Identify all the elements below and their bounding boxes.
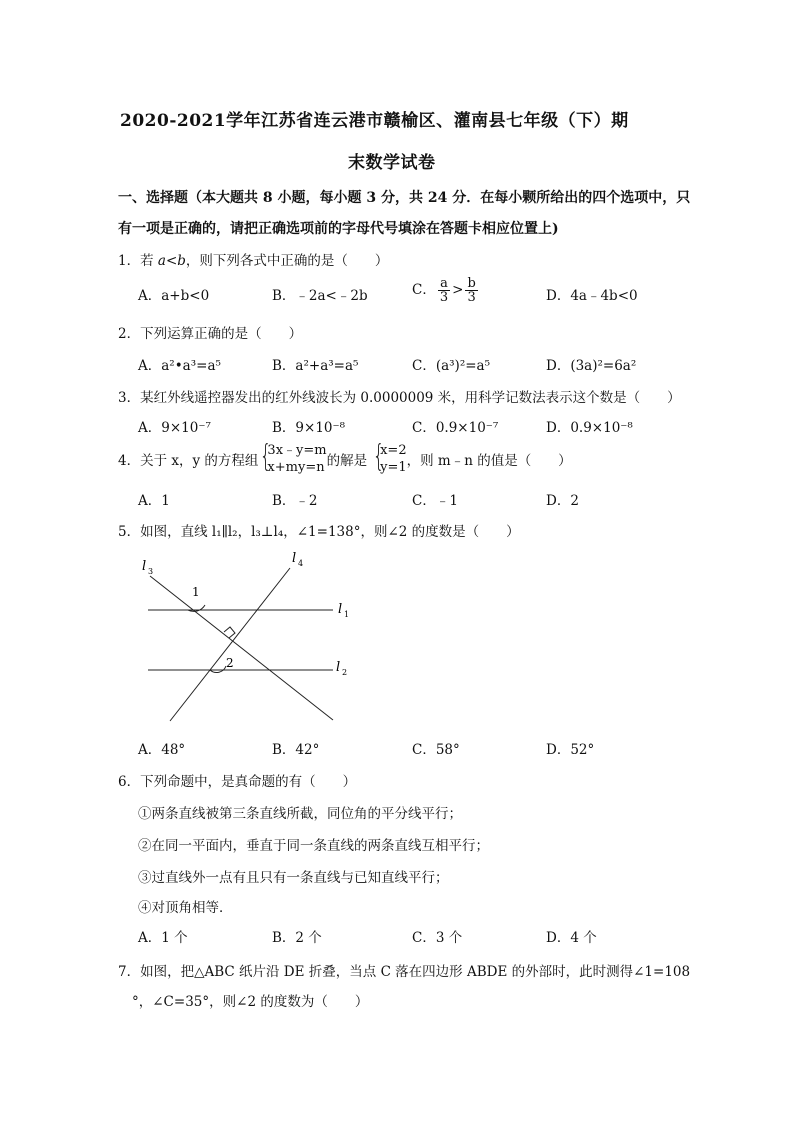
q4-option-d: D．2 [546, 493, 579, 509]
q6-option-b: B．2 个 [272, 930, 322, 946]
q5-option-a: A．48° [138, 742, 186, 758]
sys2-eq1: x=2 [380, 443, 407, 458]
line-l4 [170, 568, 290, 721]
q1-option-d: D．4a﹣4b<0 [546, 288, 638, 304]
sys2-eq2: y=1 [380, 460, 407, 475]
q4-text-post: ，则 m﹣n 的值是（ ） [406, 453, 572, 469]
label-l2-sub: 2 [342, 668, 348, 677]
q1-text-b: ，则下列各式中正确的是（ ） [185, 253, 389, 269]
q2-option-c: C．(a³)²=a⁵ [412, 358, 491, 374]
frac2-den: 3 [467, 290, 476, 305]
q4-text-mid: 的解是 [326, 453, 368, 469]
q1-text-a: 1．若 [118, 253, 158, 269]
q3-option-c: C．0.9×10⁻⁷ [412, 420, 499, 436]
q2-option-a: A．a²•a³=a⁵ [138, 358, 221, 374]
question-1-stem [118, 249, 388, 269]
q6-statement-4: ④对顶角相等． [138, 900, 233, 916]
label-angle-1: 1 [192, 585, 200, 599]
label-l3-sub: 3 [148, 567, 154, 576]
section-1-line-1: 一、选择题（本大题共 8 小题，每小题 3 分，共 24 分．在每小颗所给出的四个选项中，只 [118, 190, 691, 206]
fraction-b-over-3 [465, 277, 477, 304]
q1-option-c [412, 277, 480, 304]
q1-option-a: A．a+b<0 [138, 288, 210, 304]
label-l1: l [338, 602, 343, 617]
q1-option-b: B．﹣2a<﹣2b [272, 288, 368, 304]
label-l4: l [292, 551, 297, 566]
q1-less-than: < [165, 253, 178, 269]
q6-statement-3: ③过直线外一点有且只有一条直线与已知直线平行； [138, 870, 449, 886]
question-6-stem: 6．下列命题中，是真命题的有（ ） [118, 774, 357, 790]
equation-system-2 [371, 439, 407, 476]
q3-option-d: D．0.9×10⁻⁸ [546, 420, 633, 436]
q1-var-a: a [157, 253, 166, 269]
fraction-a-over-3 [438, 277, 450, 304]
q4-option-b: B．﹣2 [272, 493, 318, 509]
question-4-stem [118, 439, 572, 476]
left-brace-icon: { [260, 439, 272, 474]
label-l2: l [336, 660, 341, 675]
q6-option-d: D．4 个 [546, 930, 597, 946]
q6-statement-2: ②在同一平面内，垂直于同一条直线的两条直线互相平行； [138, 838, 489, 854]
q5-option-c: C．58° [412, 742, 460, 758]
q5-option-b: B．42° [272, 742, 320, 758]
q3-option-a: A．9×10⁻⁷ [138, 420, 211, 436]
q4-option-c: C．﹣1 [412, 493, 458, 509]
q1-var-b: b [177, 253, 186, 269]
q6-statement-1: ①两条直线被第三条直线所截，同位角的平分线平行； [138, 806, 462, 822]
title-line-1: 2020-2021学年江苏省连云港市赣榆区、灌南县七年级（下）期 [120, 111, 629, 131]
greater-than: > [452, 282, 464, 298]
question-7-line-2: °，∠C=35°，则∠2 的度数为（ ） [132, 994, 369, 1010]
frac1-den: 3 [439, 290, 449, 305]
q6-option-c: C．3 个 [412, 930, 463, 946]
q5-figure [130, 548, 360, 728]
label-angle-2: 2 [226, 656, 234, 670]
label-l1-sub: 1 [344, 610, 350, 619]
q6-option-a: A．1 个 [138, 930, 188, 946]
q2-option-b: B．a²+a³=a⁵ [272, 358, 359, 374]
q3-option-b: B．9×10⁻⁸ [272, 420, 346, 436]
q5-option-d: D．52° [546, 742, 595, 758]
frac1-num: a [438, 277, 450, 291]
right-angle-mark [224, 627, 235, 638]
left-brace-icon: { [372, 439, 385, 474]
label-l4-sub: 4 [298, 559, 304, 568]
sys1-eq2: x+my=n [267, 460, 325, 475]
q2-option-d: D．(3a)²=6a² [546, 358, 637, 374]
label-l3: l [142, 559, 147, 574]
q4-text-pre: 4．关于 x，y 的方程组 [118, 453, 259, 469]
sys1-eq1: 3x﹣y=m [267, 443, 327, 458]
question-5-stem: 5．如图，直线 l₁∥l₂，l₃⊥l₄，∠1=138°，则∠2 的度数是（ ） [118, 524, 520, 540]
equation-system-1 [258, 439, 327, 476]
question-2-stem: 2．下列运算正确的是（ ） [118, 326, 303, 342]
line-l3 [150, 576, 333, 720]
section-1-line-2: 有一项是正确的，请把正确选项前的字母代号填涂在答题卡相应位置上) [118, 221, 559, 237]
q4-option-a: A．1 [138, 493, 170, 509]
frac2-num: b [467, 276, 476, 291]
question-3-stem: 3．某红外线遥控器发出的红外线波长为 0.0000009 米，用科学记数法表示这个数是（ ） [118, 390, 681, 406]
question-7-line-1: 7．如图，把△ABC 纸片沿 DE 折叠，当点 C 落在四边形 ABDE 的外部时，此时测得∠1=108 [118, 964, 691, 980]
title-line-2: 末数学试卷 [348, 153, 436, 173]
q1-option-c-label: C． [412, 282, 436, 298]
